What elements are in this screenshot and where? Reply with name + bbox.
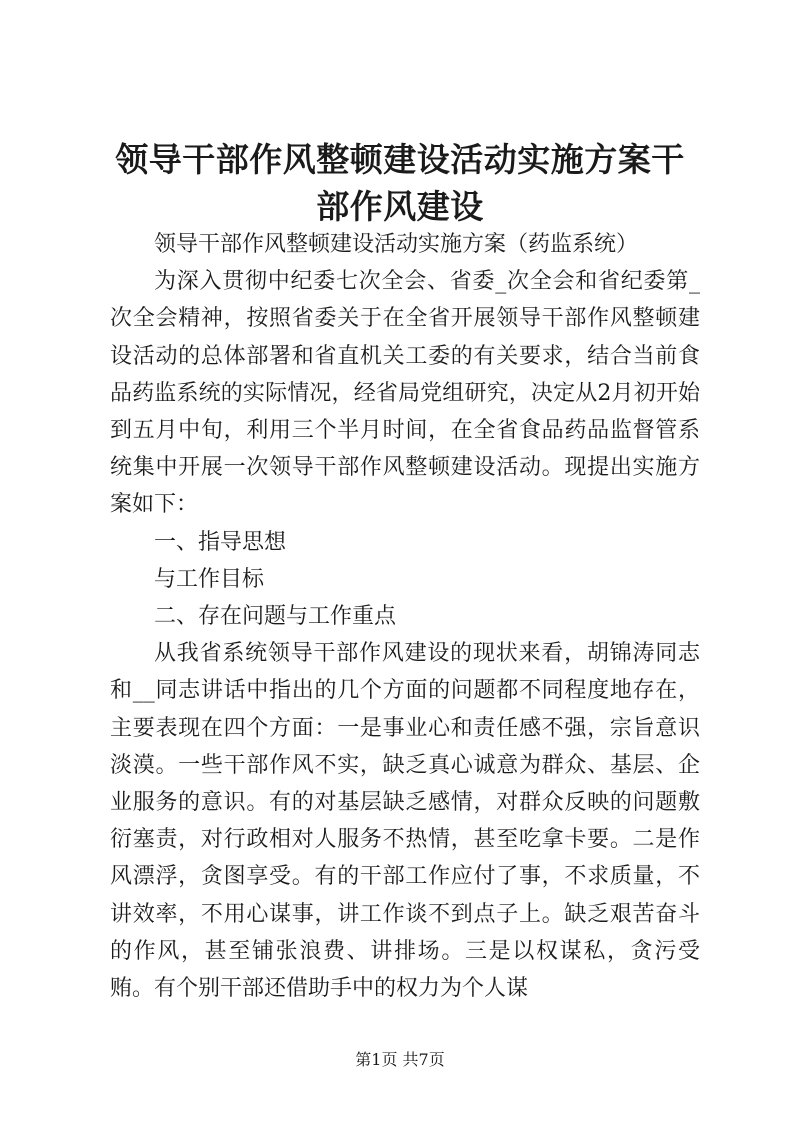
section-heading-problems: 二、存在问题与工作重点 — [154, 604, 397, 630]
paragraph-problems: 从我省系统领导干部作风建设的现状来看，胡锦涛同志和__同志讲话中指出的几个方面的问题都不同程度地存在，主要表现在四个方面：一是事业心和责任感不强，宗旨意识淡漠。一些干部作风不实，缺乏真心诚意为群众、基层、企业服务的意识。有的对基层缺乏感情，对群众反映的问题敷衍塞责，对行政相对人服务不热情，甚至吃拿卡要。二是作风漂浮，贪图享受。有的干部工作应付了事，不求质量，不讲效率，不用心谋事，讲工作谈不到点子上。缺乏艰苦奋斗的作风，甚至铺张浪费、讲排场。三是以权谋私，贪污受贿。有个别干部还借助手中的权力为个人谋 — [110, 641, 700, 1002]
page-number-footer: 第1页 共7页 — [355, 1050, 445, 1069]
paragraph-intro: 为深入贯彻中纪委七次全会、省委_次全会和省纪委第_次全会精神，按照省委关于在全省开展领导干部作风整顿建设活动的总体部署和省直机关工委的有关要求，结合当前食品药监系统的实际情况，经省局党组研究，决定从2月初开始到五月中旬，利用三个半月时间，在全省食品药品监督管系统集中开展一次领导干部作风整顿建设活动。现提出实施方案如下： — [110, 269, 700, 518]
section-heading-guiding-ideology: 一、指导思想 — [154, 529, 287, 555]
section-heading-work-goals: 与工作目标 — [154, 566, 265, 592]
document-title: 领导干部作风整顿建设活动实施方案干部作风建设 — [115, 140, 685, 226]
paragraph-subtitle: 领导干部作风整顿建设活动实施方案（药监系统） — [154, 232, 639, 257]
document-body — [110, 226, 700, 1007]
